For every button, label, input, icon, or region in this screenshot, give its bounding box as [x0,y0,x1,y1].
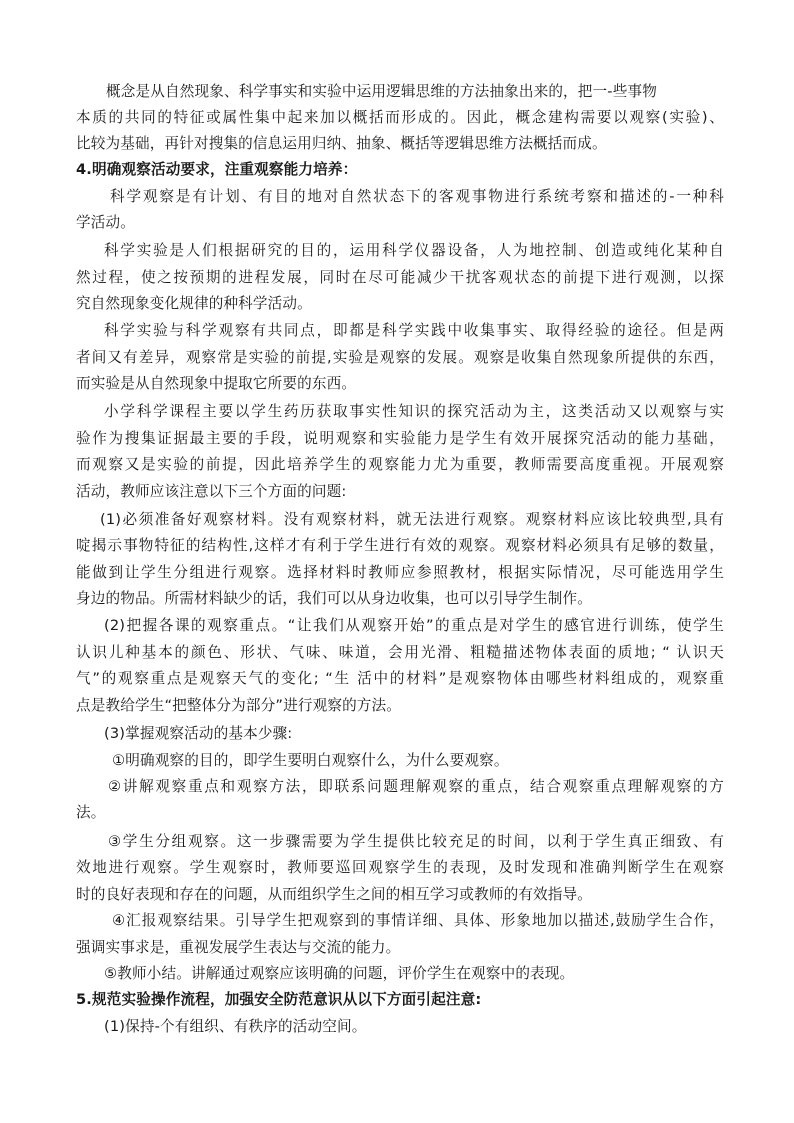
item-2-line-2: 认识儿种基本的颜色、形状、气味、味道，会用光滑、粗糙描述物体表面的质地; “ 认识天 [76,644,724,661]
item-2-line-3: 气”的观察重点是观察天气的变化; “生 活中的材料”是观察物体由哪些材料组成的，观察重 [76,670,724,687]
item-2-line-1: (2)把握各课的观察重点。“让我们从观察开始”的重点是对学生的感官进行训练，使学生 [104,617,724,634]
paragraph-observation-line-2: 学活动。 [76,214,135,231]
paragraph-experiment-line-2: 然过程，使之按预期的进程发展，同时在尽可能减少干扰客观状态的前提下进行观测，以探 [76,269,724,286]
item-1-line-3: 能做到让学生分组进行观察。选择材料时教师应参照教材，根据实际情况，尽可能选用学生 [76,564,724,581]
paragraph-concept-line-3: 比较为基础，再针对搜集的信息运用归纳、抽象、概括等逻辑思维方法概括而成。 [76,135,607,152]
step-1-line-1: ①明确观察的目的，即学生要明白观察什么，为什么要观察。 [112,752,509,769]
section-5-item-1: (1)保持-个有组织、有秩序的活动空间。 [104,1018,367,1035]
paragraph-curriculum-line-3: 而观察又是实验的前提，因此培养学生的观察能力尤为重要，教师需要高度重视。开展观察 [76,456,724,473]
step-4-line-2: 强调实事求是，重视发展学生表达与交流的能力。 [76,939,401,956]
step-5-line-1: ⑤教师小结。讲解通过观察应该明确的问题，评价学生在观察中的表现。 [104,965,575,982]
paragraph-curriculum-line-1: 小学科学课程主要以学生药历获取事实性知识的探究活动为主，这类活动又以观察与实 [104,403,724,420]
item-1-line-2: 啶揭示事物特征的结构性,这样才有利于学生进行有效的观察。观察材料必须具有足够的数量， [76,537,724,554]
heading-section-5: 5.规范实验操作流程，加强安全防范意识从以下方面引起注意: [76,991,482,1008]
step-3-line-2: 效地进行观察。学生观察时，教师要巡回观察学生的表现，及时发现和准确判断学生在观察 [76,859,724,876]
paragraph-observation-line-1: 科学观察是有计划、有目的地对自然状态下的客观事物进行系统考察和描述的-一种科 [110,188,724,205]
step-3-line-3: 时的良好表现和存在的问题，从而组织学生之间的相互学习或教师的有效指导。 [76,886,593,903]
step-3-line-1: ③学生分组观察。这一步骤需要为学生提供比较充足的时间，以利于学生真正细致、有 [108,833,724,850]
step-4-line-1: ④汇报观察结果。引导学生把观察到的事情详细、具体、形象地加以描述,鼓励学生合作， [112,912,724,929]
item-2-line-4: 点是教给学生“把整体分为部分”进行观察的方法。 [76,697,402,714]
paragraph-concept-line-2: 本质的共同的特征或属性集中起来加以概括而形成的。因此，概念建构需要以观察(实验)、 [76,109,724,126]
step-2-line-2: 法。 [76,804,106,821]
paragraph-experiment-line-3: 究自然现象变化规律的种科学活动。 [76,295,312,312]
paragraph-concept-line-1: 概念是从自然现象、科学事实和实验中运用逻辑思维的方法抽象出来的，把一-些事物 [106,83,657,100]
step-2-line-1: ②讲解观察重点和观察方法，即联系问题理解观察的重点，结合观察重点理解观察的方 [108,778,724,795]
paragraph-curriculum-line-4: 活动，教师应该注意以下三个方面的问题: [76,483,347,500]
paragraph-experiment-line-1: 科学实验是人们根据研究的目的，运用科学仪器设备，人为地控制、创造或纯化某种自 [104,242,724,259]
item-1-line-4: 身边的物品。所需材料缺少的话，我们可以从身边收集，也可以引导学生制作。 [76,590,593,607]
paragraph-compare-line-2: 者间又有差异，观察常是实验的前提,实验是观察的发展。观察是收集自然现象所提供的东西， [76,349,724,366]
heading-section-4: 4.明确观察活动要求，注重观察能力培养： [76,161,358,178]
paragraph-compare-line-1: 科学实验与科学观察有共同点，即都是科学实践中收集事实、取得经验的途径。但是两 [104,322,724,339]
item-1-line-1: (1)必须准备好观察材料。没有观察材料，就无法进行观察。观察材料应该比较典型,具有 [100,511,724,528]
item-3-heading: (3)掌握观察活动的基本少骤: [104,725,293,742]
paragraph-curriculum-line-2: 验作为搜集证据最主要的手段，说明观察和实验能力是学生有效开展探究活动的能力基础， [76,430,724,447]
paragraph-compare-line-3: 而实验是从自然现象中提取它所要的东西。 [76,375,357,392]
